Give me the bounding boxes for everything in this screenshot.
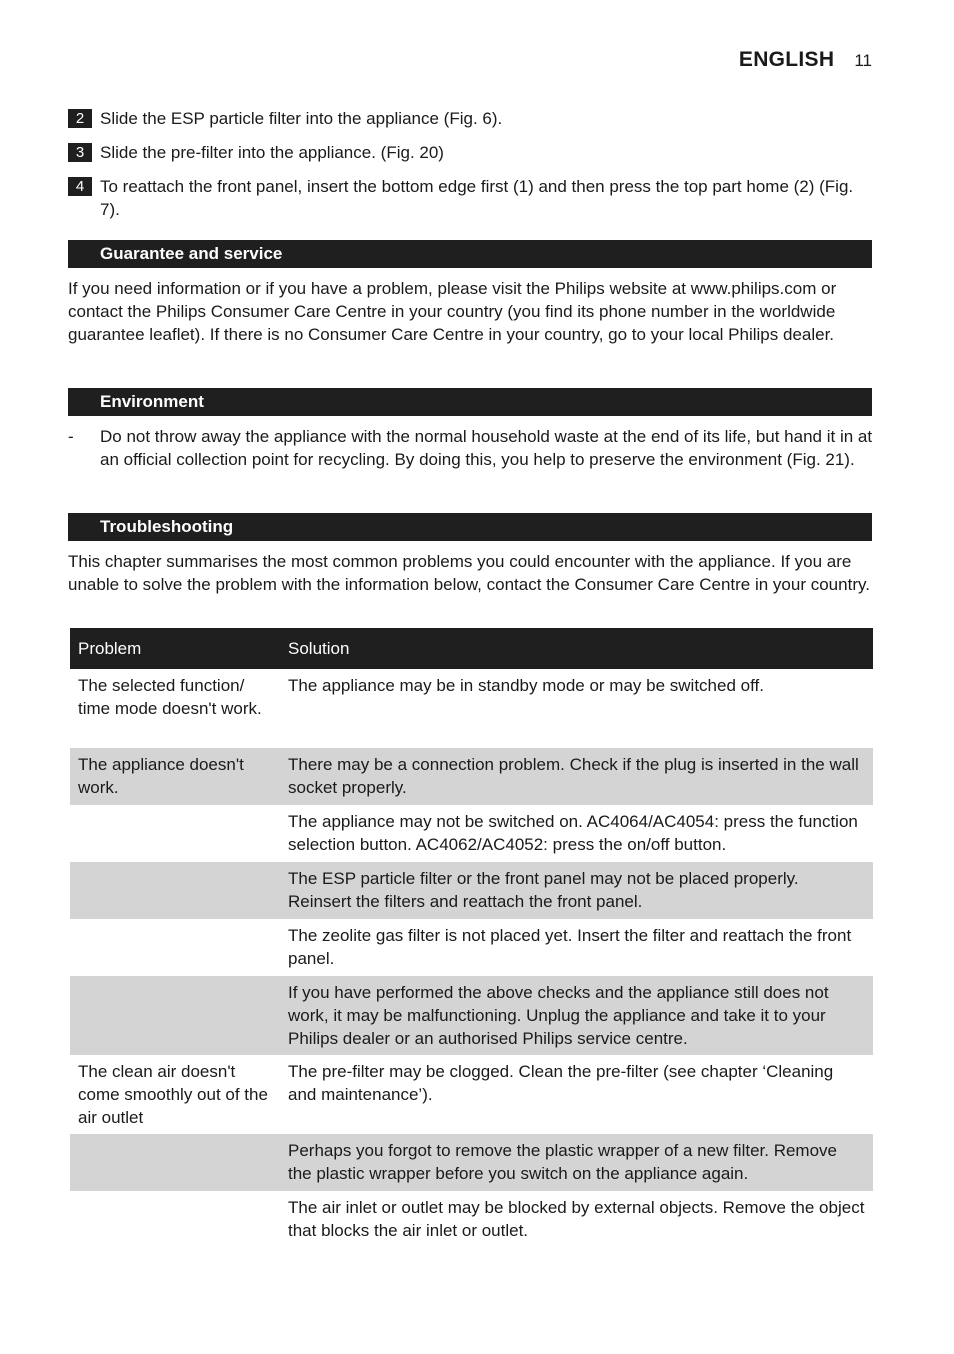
table-row: [70, 805, 873, 862]
step-3: [68, 141, 872, 164]
problem-cell: The selected function/ time mode doesn't work.: [78, 676, 262, 718]
step-text: Slide the pre-filter into the appliance. (Fig. 20): [100, 143, 444, 162]
troubleshooting-intro: This chapter summarises the most common problems you could encounter with the appliance. If you are unable to solve the problem with the information below, contact the Consumer Care Centre in your country.: [68, 552, 870, 594]
guarantee-paragraph: [68, 277, 874, 346]
step-4: [68, 175, 872, 221]
table-row: [70, 1191, 873, 1248]
solution-cell: The air inlet or outlet may be blocked by external objects. Remove the object that blocks the air inlet or outlet.: [288, 1198, 865, 1240]
problem-cell: [70, 805, 280, 862]
website-link[interactable]: www.philips.com: [690, 279, 817, 298]
table-row: [70, 748, 873, 805]
step-text: Slide the ESP particle filter into the appliance (Fig. 6).: [100, 109, 503, 128]
table-header-row: [70, 628, 873, 669]
column-header-solution: Solution: [280, 628, 873, 669]
solution-cell: The ESP particle filter or the front panel may not be placed properly. Reinsert the filters and reattach the front panel.: [280, 862, 873, 919]
bullet-marker: -: [68, 427, 74, 446]
solution-cell: The pre-filter may be clogged. Clean the pre-filter (see chapter ‘Cleaning and maintenance’).: [288, 1062, 834, 1104]
guarantee-text-start: If you need information or if you have a problem, please visit the Philips website at: [68, 279, 691, 298]
page-header: [739, 48, 872, 72]
solution-cell: There may be a connection problem. Check if the plug is inserted in the wall socket properly.: [280, 748, 873, 805]
table-row: [70, 1055, 873, 1134]
troubleshooting-table: [70, 628, 873, 1248]
step-number: 4: [68, 177, 92, 196]
table-row: [70, 862, 873, 919]
problem-cell: The appliance doesn't work.: [70, 748, 280, 805]
solution-cell: The appliance may not be switched on. AC4064/AC4054: press the function selection button. AC4062/AC4052: press the on/off button.: [288, 812, 858, 854]
problem-cell: [70, 862, 280, 919]
section-heading-troubleshooting: Troubleshooting: [68, 513, 872, 541]
table-row: [70, 976, 873, 1055]
table-row: [70, 1134, 873, 1191]
step-2: [68, 107, 872, 130]
solution-cell: The appliance may be in standby mode or may be switched off.: [288, 676, 764, 695]
problem-cell: [70, 1191, 280, 1248]
problem-cell: The clean air doesn't come smoothly out of the air outlet: [78, 1062, 268, 1127]
language-label: ENGLISH: [738, 48, 835, 71]
page-number: 11: [854, 51, 872, 70]
solution-cell: The zeolite gas filter is not placed yet. Insert the filter and reattach the front panel.: [288, 926, 852, 968]
step-number: 2: [68, 109, 92, 128]
column-header-problem: Problem: [70, 628, 280, 669]
table-row: [70, 919, 873, 976]
section-heading-environment: Environment: [68, 388, 872, 416]
problem-cell: [70, 919, 280, 976]
step-number: 3: [68, 143, 92, 162]
step-text: To reattach the front panel, insert the bottom edge first (1) and then press the top part home (2) (Fig. 7).: [100, 177, 854, 219]
environment-bullet: [68, 425, 874, 471]
solution-cell: If you have performed the above checks and the appliance still does not work, it may be malfunctioning. Unplug the appliance and take it to your Philips dealer or an authorised Philips service centre.: [280, 976, 873, 1055]
bullet-text: Do not throw away the appliance with the normal household waste at the end of its life, but hand it in at an official collection point for recycling. By doing this, you help to preserve the environment (Fig. 21).: [100, 427, 873, 469]
solution-cell: Perhaps you forgot to remove the plastic wrapper of a new filter. Remove the plastic wrapper before you switch on the appliance again.: [280, 1134, 873, 1191]
problem-cell: [70, 1134, 280, 1191]
guarantee-text-end: or contact the Philips Consumer Care Centre in your country (you find its phone number in the worldwide guarantee leaflet). If there is no Consumer Care Centre in your country, go to your local Philips dealer.: [68, 279, 837, 344]
section-heading-guarantee: Guarantee and service: [68, 240, 872, 268]
table-row: [70, 669, 873, 748]
problem-cell: [70, 976, 280, 1055]
